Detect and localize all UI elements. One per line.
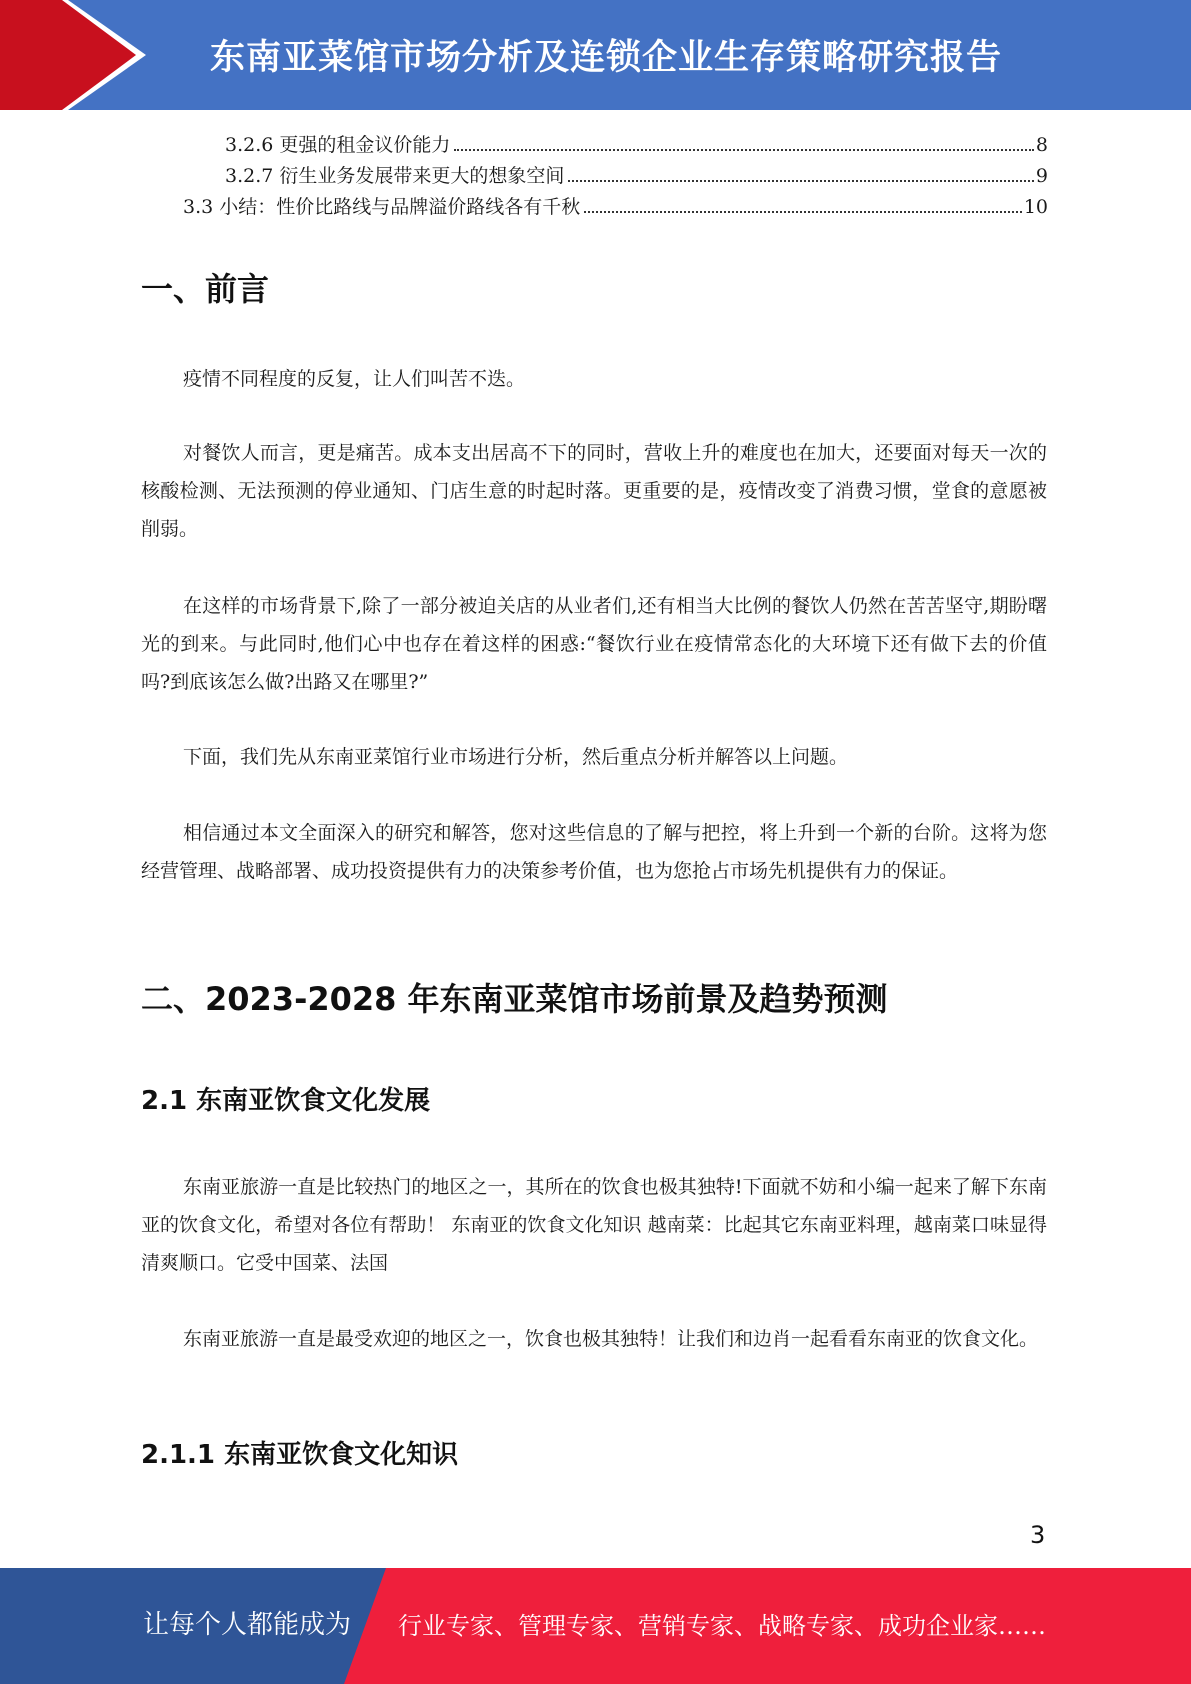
toc-entry-page: 10	[1023, 196, 1048, 218]
footer-slogan-right: 行业专家、管理专家、营销专家、战略专家、成功企业家……	[398, 1612, 1046, 1640]
section-heading-preface: 一、前言	[141, 270, 270, 308]
paragraph: 在这样的市场背景下,除了一部分被迫关店的从业者们,还有相当大比例的餐饮人仍然在苦苦坚守,期盼曙光的到来。与此同时,他们心中也存在着这样的困惑:“餐饮行业在疫情常态化的大环境下还有做下去的价值吗?到底该怎么做?出路又在哪里?”	[141, 595, 1047, 693]
paragraph: 东南亚旅游一直是比较热门的地区之一，其所在的饮食也极其独特!下面就不妨和小编一起来了解下东南亚的饮食文化，希望对各位有帮助！ 东南亚的饮食文化知识 越南菜：比起其它东南亚料理，越南菜口味显得清爽顺口。它受中国菜、法国	[141, 1176, 1047, 1274]
report-title: 东南亚菜馆市场分析及连锁企业生存策略研究报告	[210, 38, 1003, 78]
subsection-heading: 2.1 东南亚饮食文化发展	[141, 1086, 431, 1116]
paragraph: 疫情不同程度的反复，让人们叫苦不迭。	[183, 368, 526, 390]
toc-leader-dots	[454, 149, 1034, 151]
page-footer	[0, 1568, 1191, 1684]
paragraph: 东南亚旅游一直是最受欢迎的地区之一，饮食也极其独特！让我们和边肖一起看看东南亚的饮食文化。	[183, 1328, 1039, 1350]
toc-entry-label: 3.2.7 衍生业务发展带来更大的想象空间	[225, 165, 565, 187]
toc-entry-label: 3.2.6 更强的租金议价能力	[225, 134, 451, 156]
toc-leader-dots	[584, 211, 1022, 213]
paragraph: 对餐饮人而言，更是痛苦。成本支出居高不下的同时，营收上升的难度也在加大，还要面对每天一次的核酸检测、无法预测的停业通知、门店生意的时起时落。更重要的是，疫情改变了消费习惯，堂食的意愿被削弱。	[141, 442, 1047, 540]
toc-entry-label: 3.3 小结：性价比路线与品牌溢价路线各有千秋	[183, 196, 581, 218]
page-number: 3	[1030, 1521, 1046, 1549]
paragraph: 相信通过本文全面深入的研究和解答，您对这些信息的了解与把控，将上升到一个新的台阶。这将为您经营管理、战略部署、成功投资提供有力的决策参考价值，也为您抢占市场先机提供有力的保证。	[141, 822, 1047, 882]
toc-entry[interactable]	[225, 130, 1048, 158]
header-arrow-decoration	[0, 0, 160, 110]
toc-entry-page: 8	[1035, 134, 1048, 156]
section-heading-forecast: 二、2023-2028 年东南亚菜馆市场前景及趋势预测	[141, 980, 888, 1018]
toc-entry[interactable]	[225, 161, 1048, 189]
toc-entry-page: 9	[1035, 165, 1048, 187]
paragraph: 下面，我们先从东南亚菜馆行业市场进行分析，然后重点分析并解答以上问题。	[183, 746, 849, 768]
toc-entry[interactable]	[183, 192, 1048, 220]
footer-slogan-left: 让每个人都能成为	[143, 1610, 352, 1640]
page-header	[0, 0, 1191, 110]
subsection-heading: 2.1.1 东南亚饮食文化知识	[141, 1440, 459, 1470]
toc-leader-dots	[568, 180, 1034, 182]
